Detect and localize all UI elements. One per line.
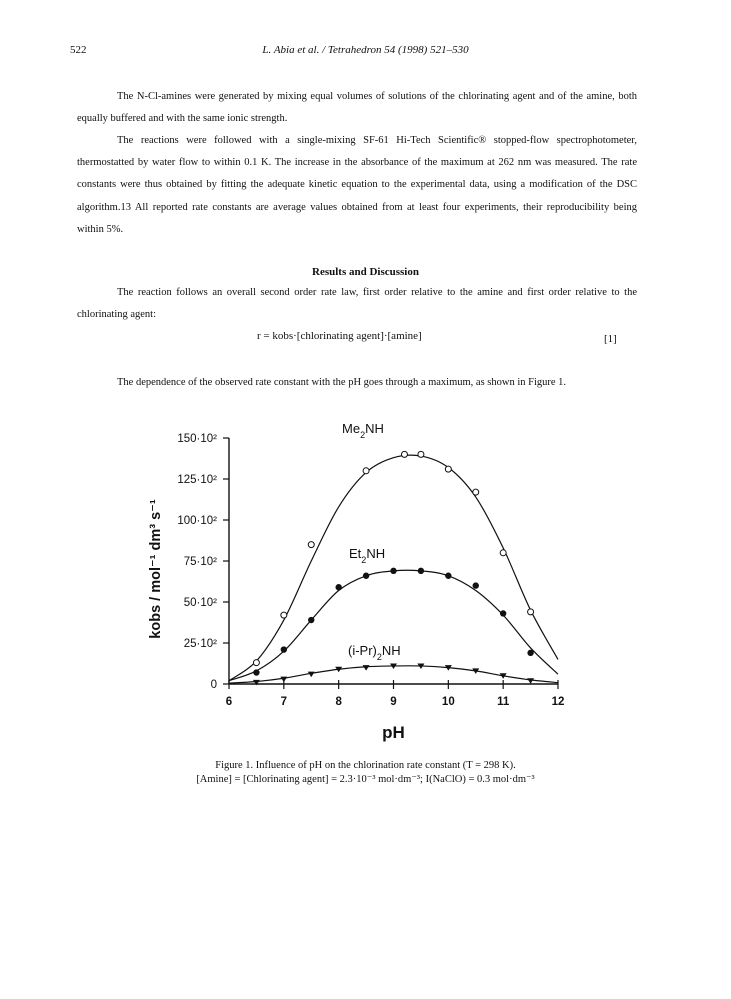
data-point-filled-circle: [473, 582, 479, 588]
data-point-open-circle: [363, 468, 369, 474]
y-tick-label: 0: [210, 679, 217, 691]
y-tick-label: 25·10²: [183, 638, 217, 650]
x-tick-label: 9: [390, 696, 397, 708]
page-number: 522: [70, 44, 87, 56]
data-point-filled-circle: [390, 568, 396, 574]
data-point-filled-circle: [335, 584, 341, 590]
x-tick-label: 11: [497, 696, 510, 708]
x-axis-title: pH: [382, 723, 405, 742]
data-point-open-circle: [308, 542, 314, 548]
y-tick-label: 50·10²: [183, 597, 217, 609]
data-point-open-circle: [445, 466, 451, 472]
data-point-open-circle: [401, 451, 407, 457]
y-axis-title: kobs / mol⁻¹ dm³ s⁻¹: [148, 499, 164, 639]
plot-area: [148, 421, 564, 742]
y-tick-label: 75·10²: [183, 556, 217, 568]
data-point-open-circle: [418, 451, 424, 457]
y-tick-label: 100·10²: [177, 515, 217, 527]
data-point-open-circle: [253, 660, 259, 666]
figure-caption-line-1: Figure 1. Influence of pH on the chlorination rate constant (T = 298 K).: [215, 760, 516, 771]
data-point-open-circle: [500, 550, 506, 556]
data-point-open-circle: [473, 489, 479, 495]
data-point-filled-circle: [527, 650, 533, 656]
data-point-triangle: [363, 665, 370, 671]
data-point-filled-circle: [363, 573, 369, 579]
data-point-filled-circle: [418, 568, 424, 574]
x-tick-label: 6: [225, 696, 233, 708]
paragraph-3-text: The reaction follows an overall second order rate law, first order relative to the amine and first order relative to the chlorinating agent:: [77, 287, 637, 321]
y-tick-label: 125·10²: [177, 474, 217, 486]
rate-equation: r = kobs·[chlorinating agent]·[amine]: [257, 330, 422, 342]
series-label-et2nh: $Et_2NH$: [349, 546, 386, 565]
equation-number: [1]: [604, 333, 617, 345]
y-tick-label: 150·10²: [177, 433, 217, 445]
data-point-open-circle: [281, 612, 287, 618]
series-label-ipr2nh: $(i-Pr)_2NH$: [348, 643, 401, 662]
data-point-triangle: [280, 677, 287, 683]
data-point-filled-circle: [308, 617, 314, 623]
data-point-filled-circle: [500, 610, 506, 616]
x-tick-label: 8: [335, 696, 342, 708]
paragraph-1-text: The N-Cl-amines were generated by mixing equal volumes of solutions of the chlorinating agent and of the amine, both equally buffered and with the same ionic strength.: [77, 91, 637, 125]
data-point-triangle: [308, 672, 315, 678]
series-label-me2nh: $Me_2NH$: [342, 421, 384, 440]
running-header: L. Abia et al. / Tetrahedron 54 (1998) 521–530: [262, 44, 469, 56]
data-point-filled-circle: [281, 646, 287, 652]
paragraph-2-text: The reactions were followed with a single-mixing SF-61 Hi-Tech Scientific® stopped-flow spectrophotometer, thermostatted by water flow to within 0.1 K. The increase in the absorbance of the maximum at 262 nm was measured. The rate constants were thus obtained by fitting the adequate kinetic equation to the experimental data, using a modification of the DSC algorithm.13 All reported rate constants are average values obtained from at least four experiments, their reproducibility being within 5%.: [77, 135, 637, 235]
paragraph-4: The dependence of the observed rate constant with the pH goes through a maximum, as shown in Figure 1.: [117, 377, 567, 388]
data-point-filled-circle: [445, 573, 451, 579]
data-point-filled-circle: [253, 669, 259, 675]
data-point-open-circle: [528, 609, 534, 615]
x-tick-label: 12: [551, 696, 565, 708]
section-heading: Results and Discussion: [312, 266, 419, 278]
x-tick-label: 7: [280, 696, 288, 708]
figure-caption-line-2: [Amine] = [Chlorinating agent] = 2.3·10⁻³ mol·dm⁻³; I(NaClO) = 0.3 mol·dm⁻³: [196, 774, 535, 785]
data-point-triangle: [527, 678, 534, 684]
x-tick-label: 10: [441, 696, 455, 708]
